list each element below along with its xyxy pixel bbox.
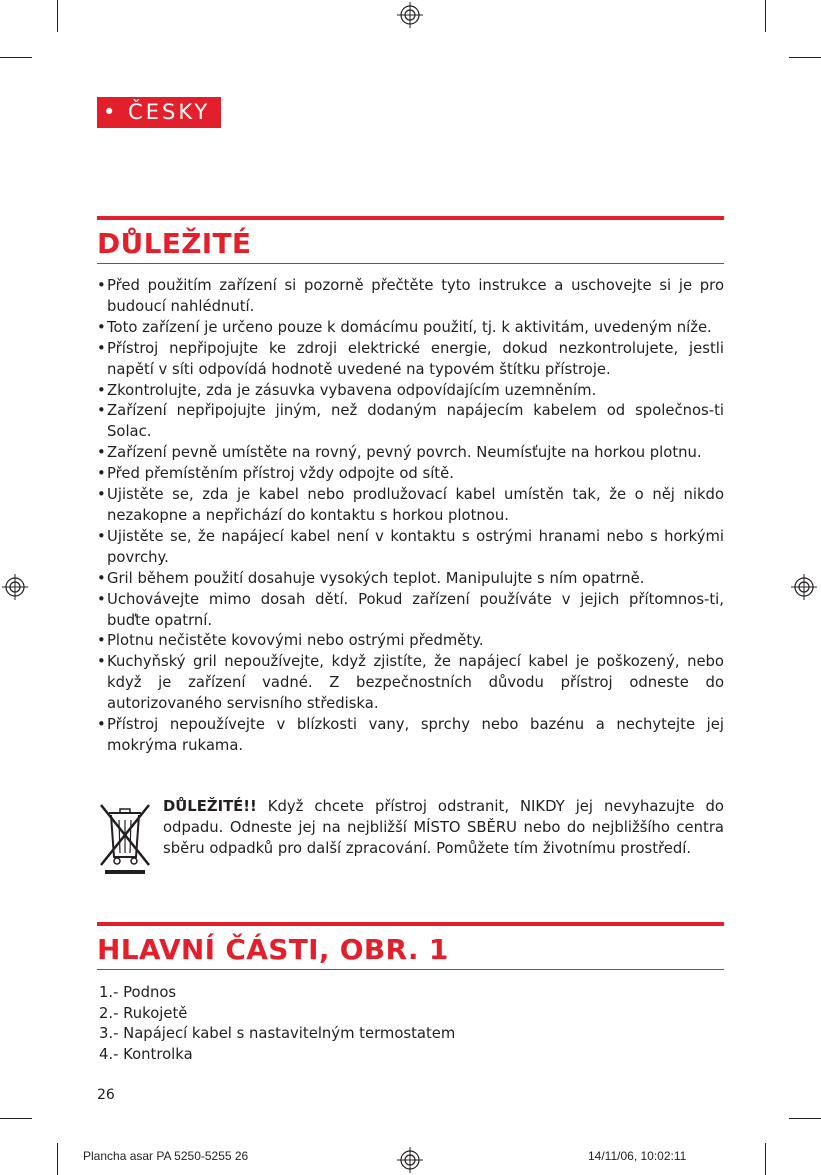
section-bar <box>97 922 724 926</box>
disposal-body: Když chcete přístroj odstranit, NIKDY jej nevyhazujte do odpadu. Odneste jej na nejbližší MÍSTO SBĚRU nebo do nejbližšího centra sběru odpadků pro další zpracování. Pomůžete tím životnímu prostředí. <box>163 798 724 857</box>
safety-instructions-list <box>97 276 724 757</box>
page-number: 26 <box>97 1087 115 1103</box>
list-item: 1.- Podnos <box>99 984 177 1001</box>
registration-mark-icon <box>397 1147 423 1173</box>
section-underline <box>97 969 724 970</box>
crop-mark <box>789 1118 821 1119</box>
list-item: 4.- Kontrolka <box>99 1045 193 1063</box>
list-item: •Zkontrolujte, zda je zásuvka vybavena odpovídajícím uzemněním. <box>97 381 597 399</box>
section-title: HLAVNÍ ČÁSTI, OBR. 1 <box>97 933 449 966</box>
list-item: •Zařízení nepřipojujte jiným, než dodaným napájecím kabelem od společnos-ti Solac. <box>97 402 724 441</box>
crop-mark <box>0 57 32 58</box>
list-item: •Plotnu nečistěte kovovými nebo ostrými předměty. <box>97 632 484 650</box>
list-item: •Ujistěte se, zda je kabel nebo prodlužovací kabel umístěn tak, že o něj nikdo nezakopne a nepřichází do kontaktu s horkou plotnou. <box>97 486 724 524</box>
language-tag: • ČESKY <box>97 97 221 128</box>
section-title: DŮLEŽITÉ <box>97 227 252 260</box>
crop-mark <box>0 1118 32 1119</box>
print-file-label: Plancha asar PA 5250-5255 26 <box>83 1149 249 1163</box>
registration-mark-icon <box>397 2 423 28</box>
list-item: •Před použitím zařízení si pozorně přečtěte tyto instrukce a uschovejte si je pro budoucí nahlédnutí. <box>97 277 724 315</box>
list-item: •Zařízení pevně umístěte na rovný, pevný povrch. Neumísťujte na horkou plotnu. <box>97 444 702 462</box>
crop-mark <box>765 1143 766 1175</box>
list-item: •Ujistěte se, že napájecí kabel není v kontaktu s ostrými hranami nebo s horkými povrchy. <box>97 527 724 566</box>
crop-mark <box>765 0 766 32</box>
registration-mark-icon <box>2 574 28 600</box>
crop-mark <box>57 0 58 32</box>
disposal-text <box>163 797 724 860</box>
disposal-label: DŮLEŽITÉ!! <box>163 798 257 815</box>
crop-mark <box>789 57 821 58</box>
list-item: •Před přemístěním přístroj vždy odpojte od sítě. <box>97 465 454 483</box>
list-item: •Toto zařízení je určeno pouze k domácímu použití, tj. k aktivitám, uvedeným níže. <box>97 318 712 336</box>
disposal-notice <box>97 797 724 881</box>
print-timestamp: 14/11/06, 10:02:11 <box>588 1149 687 1163</box>
important-section-header <box>97 216 724 264</box>
list-item: 3.- Napájecí kabel s nastavitelným termostatem <box>99 1025 456 1043</box>
list-item: •Přístroj nepřipojujte ke zdroji elektrické energie, dokud nezkontrolujete, jestli napětí v síti odpovídá hodnotě uvedené na typovém štítku přístroje. <box>97 339 724 378</box>
registration-mark-icon <box>791 574 817 600</box>
list-item: •Kuchyňský gril nepoužívejte, když zjistíte, že napájecí kabel je poškozený, nebo když je zařízení vadné. Z bezpečnostních důvodu přístroj odneste do autorizovaného servisního střediska. <box>97 653 724 713</box>
list-item: •Uchovávejte mimo dosah dětí. Pokud zařízení používáte v jejich přítomnos-ti, buďte opatrní. <box>97 590 724 629</box>
crossed-out-bin-icon <box>97 801 153 875</box>
main-parts-list <box>99 983 455 1065</box>
crop-mark <box>57 1143 58 1175</box>
list-item: •Gril během použití dosahuje vysokých teplot. Manipulujte s ním opatrně. <box>97 569 645 587</box>
section-underline <box>97 263 724 264</box>
list-item: •Přístroj nepoužívejte v blízkosti vany, sprchy nebo bazénu a nechytejte jej mokrýma rukama. <box>97 716 724 754</box>
list-item: 2.- Rukojetě <box>99 1004 188 1022</box>
section-bar <box>97 216 724 220</box>
main-parts-section-header <box>97 922 724 970</box>
